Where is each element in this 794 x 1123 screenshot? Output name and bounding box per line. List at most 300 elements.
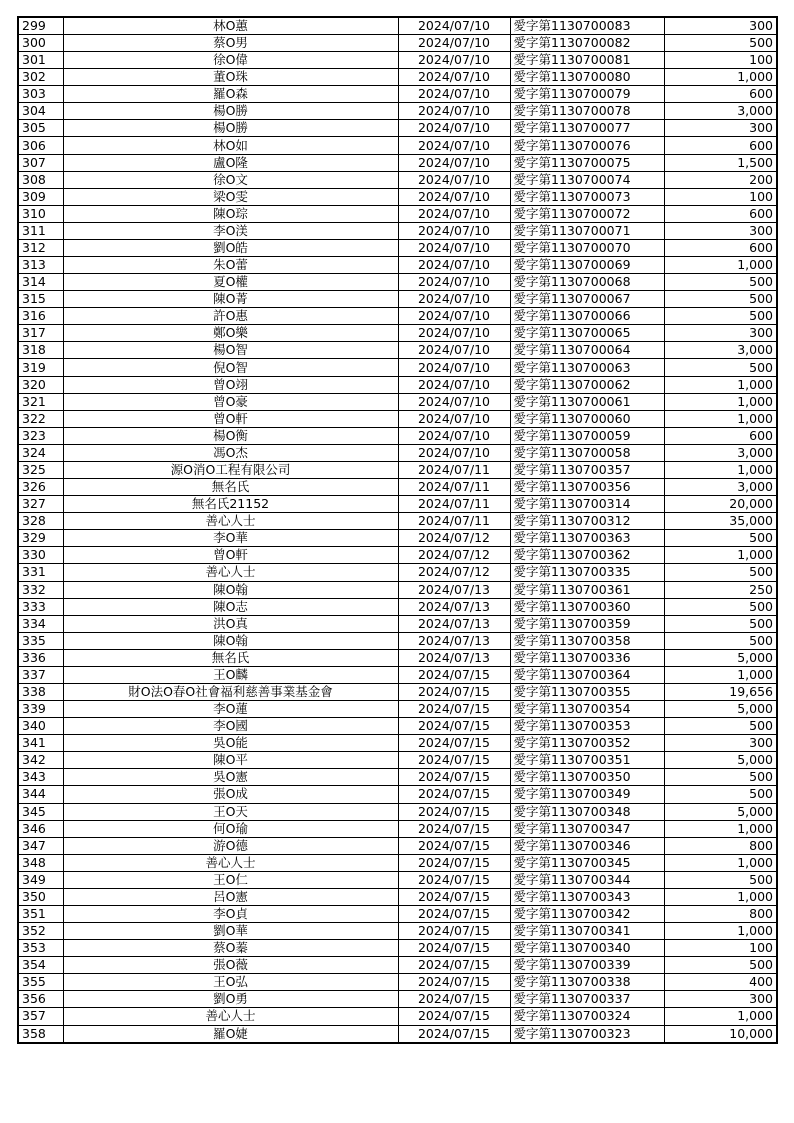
donor-name: 蔡O男 <box>63 35 398 52</box>
donation-date: 2024/07/13 <box>398 598 510 615</box>
row-number: 308 <box>18 171 63 188</box>
donation-amount: 600 <box>664 239 777 256</box>
donor-name: 王O天 <box>63 803 398 820</box>
donation-amount: 500 <box>664 632 777 649</box>
table-row <box>18 581 777 598</box>
donor-name: 曾O翊 <box>63 376 398 393</box>
table-row <box>18 615 777 632</box>
donation-amount: 3,000 <box>664 444 777 461</box>
donation-amount: 1,000 <box>664 888 777 905</box>
row-number: 321 <box>18 393 63 410</box>
donor-name: 劉O華 <box>63 923 398 940</box>
donation-date: 2024/07/12 <box>398 530 510 547</box>
donor-name: 吳O憲 <box>63 769 398 786</box>
donor-name: 李O蓮 <box>63 701 398 718</box>
receipt-number: 愛字第1130700067 <box>510 291 664 308</box>
row-number: 336 <box>18 649 63 666</box>
donor-name: 許O惠 <box>63 308 398 325</box>
donation-amount: 600 <box>664 86 777 103</box>
receipt-number: 愛字第1130700079 <box>510 86 664 103</box>
table-row <box>18 701 777 718</box>
row-number: 326 <box>18 479 63 496</box>
row-number: 343 <box>18 769 63 786</box>
donation-date: 2024/07/15 <box>398 974 510 991</box>
table-row <box>18 564 777 581</box>
row-number: 358 <box>18 1025 63 1043</box>
table-row <box>18 188 777 205</box>
donor-name: 梁O雯 <box>63 188 398 205</box>
row-number: 319 <box>18 359 63 376</box>
row-number: 310 <box>18 205 63 222</box>
donation-amount: 500 <box>664 615 777 632</box>
donor-name: 朱O蕾 <box>63 257 398 274</box>
receipt-number: 愛字第1130700314 <box>510 496 664 513</box>
donation-amount: 500 <box>664 35 777 52</box>
row-number: 355 <box>18 974 63 991</box>
receipt-number: 愛字第1130700338 <box>510 974 664 991</box>
donation-table <box>17 16 778 1044</box>
row-number: 325 <box>18 461 63 478</box>
donation-amount: 1,000 <box>664 666 777 683</box>
receipt-number: 愛字第1130700364 <box>510 666 664 683</box>
row-number: 354 <box>18 957 63 974</box>
table-row <box>18 547 777 564</box>
receipt-number: 愛字第1130700357 <box>510 461 664 478</box>
receipt-number: 愛字第1130700346 <box>510 837 664 854</box>
row-number: 302 <box>18 69 63 86</box>
donation-date: 2024/07/10 <box>398 188 510 205</box>
row-number: 320 <box>18 376 63 393</box>
donation-date: 2024/07/11 <box>398 479 510 496</box>
receipt-number: 愛字第1130700071 <box>510 222 664 239</box>
receipt-number: 愛字第1130700059 <box>510 427 664 444</box>
donation-date: 2024/07/10 <box>398 222 510 239</box>
table-row <box>18 1008 777 1025</box>
donation-amount: 800 <box>664 837 777 854</box>
receipt-number: 愛字第1130700343 <box>510 888 664 905</box>
row-number: 309 <box>18 188 63 205</box>
receipt-number: 愛字第1130700349 <box>510 786 664 803</box>
receipt-number: 愛字第1130700076 <box>510 137 664 154</box>
table-row <box>18 803 777 820</box>
donation-amount: 1,000 <box>664 69 777 86</box>
donation-amount: 100 <box>664 52 777 69</box>
table-row <box>18 222 777 239</box>
donor-name: 善心人士 <box>63 513 398 530</box>
receipt-number: 愛字第1130700360 <box>510 598 664 615</box>
donation-amount: 500 <box>664 274 777 291</box>
donation-date: 2024/07/15 <box>398 820 510 837</box>
donation-amount: 1,000 <box>664 257 777 274</box>
receipt-number: 愛字第1130700058 <box>510 444 664 461</box>
receipt-number: 愛字第1130700358 <box>510 632 664 649</box>
donor-name: 王O仁 <box>63 871 398 888</box>
receipt-number: 愛字第1130700081 <box>510 52 664 69</box>
donor-name: 善心人士 <box>63 564 398 581</box>
table-row <box>18 854 777 871</box>
donation-amount: 300 <box>664 120 777 137</box>
receipt-number: 愛字第1130700065 <box>510 325 664 342</box>
donation-amount: 100 <box>664 940 777 957</box>
donation-amount: 600 <box>664 137 777 154</box>
receipt-number: 愛字第1130700072 <box>510 205 664 222</box>
table-row <box>18 752 777 769</box>
donor-name: 林O蕙 <box>63 17 398 35</box>
row-number: 328 <box>18 513 63 530</box>
donor-name: 鄭O樂 <box>63 325 398 342</box>
donation-amount: 500 <box>664 291 777 308</box>
donor-name: 李O貞 <box>63 905 398 922</box>
donation-amount: 500 <box>664 530 777 547</box>
row-number: 299 <box>18 17 63 35</box>
table-row <box>18 461 777 478</box>
donation-date: 2024/07/10 <box>398 103 510 120</box>
donor-name: 楊O勝 <box>63 120 398 137</box>
donation-date: 2024/07/15 <box>398 1008 510 1025</box>
receipt-number: 愛字第1130700351 <box>510 752 664 769</box>
table-row <box>18 359 777 376</box>
donor-name: 曾O軒 <box>63 410 398 427</box>
row-number: 330 <box>18 547 63 564</box>
receipt-number: 愛字第1130700353 <box>510 718 664 735</box>
row-number: 350 <box>18 888 63 905</box>
table-row <box>18 120 777 137</box>
table-row <box>18 1025 777 1043</box>
receipt-number: 愛字第1130700064 <box>510 342 664 359</box>
donation-date: 2024/07/10 <box>398 239 510 256</box>
donation-amount: 500 <box>664 786 777 803</box>
receipt-number: 愛字第1130700082 <box>510 35 664 52</box>
donation-amount: 35,000 <box>664 513 777 530</box>
row-number: 318 <box>18 342 63 359</box>
donation-amount: 300 <box>664 735 777 752</box>
table-row <box>18 376 777 393</box>
receipt-number: 愛字第1130700077 <box>510 120 664 137</box>
donation-date: 2024/07/10 <box>398 444 510 461</box>
donor-name: 陳O翰 <box>63 581 398 598</box>
donation-amount: 600 <box>664 427 777 444</box>
receipt-number: 愛字第1130700345 <box>510 854 664 871</box>
row-number: 353 <box>18 940 63 957</box>
receipt-number: 愛字第1130700362 <box>510 547 664 564</box>
donation-date: 2024/07/15 <box>398 923 510 940</box>
table-row <box>18 291 777 308</box>
donor-name: 何O瑜 <box>63 820 398 837</box>
donation-amount: 300 <box>664 991 777 1008</box>
donation-amount: 250 <box>664 581 777 598</box>
donation-amount: 1,000 <box>664 461 777 478</box>
receipt-number: 愛字第1130700073 <box>510 188 664 205</box>
donor-name: 徐O偉 <box>63 52 398 69</box>
table-row <box>18 649 777 666</box>
row-number: 333 <box>18 598 63 615</box>
row-number: 335 <box>18 632 63 649</box>
donation-date: 2024/07/10 <box>398 257 510 274</box>
table-row <box>18 513 777 530</box>
donor-name: 陳O志 <box>63 598 398 615</box>
donation-date: 2024/07/10 <box>398 393 510 410</box>
receipt-number: 愛字第1130700337 <box>510 991 664 1008</box>
row-number: 346 <box>18 820 63 837</box>
donation-date: 2024/07/10 <box>398 35 510 52</box>
row-number: 349 <box>18 871 63 888</box>
table-row <box>18 137 777 154</box>
donation-date: 2024/07/10 <box>398 52 510 69</box>
donation-amount: 1,000 <box>664 393 777 410</box>
donation-amount: 500 <box>664 718 777 735</box>
row-number: 334 <box>18 615 63 632</box>
receipt-number: 愛字第1130700060 <box>510 410 664 427</box>
donor-name: 吳O能 <box>63 735 398 752</box>
donor-name: 楊O衡 <box>63 427 398 444</box>
receipt-number: 愛字第1130700363 <box>510 530 664 547</box>
donor-name: 倪O智 <box>63 359 398 376</box>
donation-amount: 500 <box>664 308 777 325</box>
receipt-number: 愛字第1130700342 <box>510 905 664 922</box>
table-row <box>18 308 777 325</box>
row-number: 340 <box>18 718 63 735</box>
donor-name: 陳O翰 <box>63 632 398 649</box>
donation-date: 2024/07/15 <box>398 666 510 683</box>
donor-name: 馮O杰 <box>63 444 398 461</box>
donation-amount: 400 <box>664 974 777 991</box>
donation-date: 2024/07/10 <box>398 137 510 154</box>
table-row <box>18 820 777 837</box>
donation-amount: 1,000 <box>664 547 777 564</box>
receipt-number: 愛字第1130700080 <box>510 69 664 86</box>
donor-name: 王O麟 <box>63 666 398 683</box>
table-row <box>18 632 777 649</box>
donation-date: 2024/07/15 <box>398 1025 510 1043</box>
donation-date: 2024/07/15 <box>398 837 510 854</box>
donation-amount: 500 <box>664 871 777 888</box>
donation-amount: 3,000 <box>664 342 777 359</box>
table-row <box>18 837 777 854</box>
donation-date: 2024/07/12 <box>398 547 510 564</box>
donation-date: 2024/07/11 <box>398 461 510 478</box>
donor-name: 善心人士 <box>63 1008 398 1025</box>
donation-date: 2024/07/11 <box>398 513 510 530</box>
donation-date: 2024/07/11 <box>398 496 510 513</box>
row-number: 312 <box>18 239 63 256</box>
receipt-number: 愛字第1130700355 <box>510 683 664 700</box>
donation-amount: 3,000 <box>664 103 777 120</box>
donation-amount: 1,000 <box>664 820 777 837</box>
donation-date: 2024/07/10 <box>398 359 510 376</box>
donation-date: 2024/07/10 <box>398 291 510 308</box>
receipt-number: 愛字第1130700352 <box>510 735 664 752</box>
table-row <box>18 171 777 188</box>
row-number: 323 <box>18 427 63 444</box>
receipt-number: 愛字第1130700361 <box>510 581 664 598</box>
donation-amount: 100 <box>664 188 777 205</box>
donor-name: 善心人士 <box>63 854 398 871</box>
donation-date: 2024/07/10 <box>398 342 510 359</box>
donor-name: 呂O憲 <box>63 888 398 905</box>
table-row <box>18 718 777 735</box>
donation-amount: 300 <box>664 222 777 239</box>
donation-amount: 1,500 <box>664 154 777 171</box>
receipt-number: 愛字第1130700336 <box>510 649 664 666</box>
table-row <box>18 410 777 427</box>
donation-date: 2024/07/15 <box>398 752 510 769</box>
row-number: 311 <box>18 222 63 239</box>
row-number: 317 <box>18 325 63 342</box>
donation-date: 2024/07/15 <box>398 991 510 1008</box>
donor-name: 曾O豪 <box>63 393 398 410</box>
row-number: 351 <box>18 905 63 922</box>
row-number: 327 <box>18 496 63 513</box>
row-number: 316 <box>18 308 63 325</box>
donor-name: 劉O皓 <box>63 239 398 256</box>
table-row <box>18 393 777 410</box>
donor-name: 洪O真 <box>63 615 398 632</box>
receipt-number: 愛字第1130700323 <box>510 1025 664 1043</box>
donation-date: 2024/07/15 <box>398 905 510 922</box>
table-row <box>18 905 777 922</box>
receipt-number: 愛字第1130700078 <box>510 103 664 120</box>
receipt-number: 愛字第1130700075 <box>510 154 664 171</box>
donor-name: 羅O森 <box>63 86 398 103</box>
table-row <box>18 888 777 905</box>
donation-date: 2024/07/15 <box>398 854 510 871</box>
receipt-number: 愛字第1130700348 <box>510 803 664 820</box>
donor-name: 游O德 <box>63 837 398 854</box>
table-row <box>18 239 777 256</box>
table-row <box>18 496 777 513</box>
donation-amount: 500 <box>664 564 777 581</box>
donor-name: 羅O婕 <box>63 1025 398 1043</box>
donor-name: 李O華 <box>63 530 398 547</box>
donor-name: 源O消O工程有限公司 <box>63 461 398 478</box>
row-number: 347 <box>18 837 63 854</box>
row-number: 345 <box>18 803 63 820</box>
receipt-number: 愛字第1130700324 <box>510 1008 664 1025</box>
table-row <box>18 598 777 615</box>
row-number: 306 <box>18 137 63 154</box>
receipt-number: 愛字第1130700066 <box>510 308 664 325</box>
receipt-number: 愛字第1130700344 <box>510 871 664 888</box>
row-number: 313 <box>18 257 63 274</box>
table-row <box>18 957 777 974</box>
donation-date: 2024/07/15 <box>398 940 510 957</box>
row-number: 332 <box>18 581 63 598</box>
donor-name: 楊O勝 <box>63 103 398 120</box>
row-number: 337 <box>18 666 63 683</box>
donation-amount: 3,000 <box>664 479 777 496</box>
table-row <box>18 257 777 274</box>
row-number: 331 <box>18 564 63 581</box>
donation-date: 2024/07/15 <box>398 871 510 888</box>
row-number: 303 <box>18 86 63 103</box>
donation-date: 2024/07/12 <box>398 564 510 581</box>
table-row <box>18 325 777 342</box>
donor-name: 劉O勇 <box>63 991 398 1008</box>
table-row <box>18 683 777 700</box>
donor-name: 陳O菁 <box>63 291 398 308</box>
table-row <box>18 205 777 222</box>
table-row <box>18 274 777 291</box>
donor-name: 張O薇 <box>63 957 398 974</box>
donation-date: 2024/07/15 <box>398 701 510 718</box>
row-number: 304 <box>18 103 63 120</box>
donation-amount: 1,000 <box>664 376 777 393</box>
receipt-number: 愛字第1130700347 <box>510 820 664 837</box>
donation-date: 2024/07/10 <box>398 120 510 137</box>
donation-amount: 500 <box>664 598 777 615</box>
donor-name: 林O如 <box>63 137 398 154</box>
donation-date: 2024/07/13 <box>398 615 510 632</box>
receipt-number: 愛字第1130700312 <box>510 513 664 530</box>
receipt-number: 愛字第1130700341 <box>510 923 664 940</box>
donation-amount: 200 <box>664 171 777 188</box>
receipt-number: 愛字第1130700354 <box>510 701 664 718</box>
donation-date: 2024/07/10 <box>398 325 510 342</box>
receipt-number: 愛字第1130700069 <box>510 257 664 274</box>
donor-name: 曾O軒 <box>63 547 398 564</box>
table-row <box>18 69 777 86</box>
donation-date: 2024/07/15 <box>398 718 510 735</box>
receipt-number: 愛字第1130700074 <box>510 171 664 188</box>
donor-name: 陳O琮 <box>63 205 398 222</box>
donation-amount: 300 <box>664 17 777 35</box>
donation-amount: 10,000 <box>664 1025 777 1043</box>
table-row <box>18 427 777 444</box>
donor-name: 無名氏 <box>63 649 398 666</box>
receipt-number: 愛字第1130700359 <box>510 615 664 632</box>
donation-date: 2024/07/13 <box>398 581 510 598</box>
table-row <box>18 991 777 1008</box>
donor-name: 李O渼 <box>63 222 398 239</box>
donation-date: 2024/07/10 <box>398 171 510 188</box>
donor-name: 徐O文 <box>63 171 398 188</box>
row-number: 315 <box>18 291 63 308</box>
donation-date: 2024/07/13 <box>398 649 510 666</box>
row-number: 339 <box>18 701 63 718</box>
donation-amount: 300 <box>664 325 777 342</box>
row-number: 357 <box>18 1008 63 1025</box>
donation-amount: 1,000 <box>664 854 777 871</box>
row-number: 356 <box>18 991 63 1008</box>
donation-date: 2024/07/10 <box>398 17 510 35</box>
table-row <box>18 103 777 120</box>
donation-amount: 5,000 <box>664 752 777 769</box>
row-number: 301 <box>18 52 63 69</box>
table-row <box>18 735 777 752</box>
receipt-number: 愛字第1130700335 <box>510 564 664 581</box>
table-row <box>18 786 777 803</box>
receipt-number: 愛字第1130700063 <box>510 359 664 376</box>
donation-date: 2024/07/10 <box>398 376 510 393</box>
donor-name: 李O國 <box>63 718 398 735</box>
donation-date: 2024/07/10 <box>398 274 510 291</box>
table-row <box>18 444 777 461</box>
donation-amount: 1,000 <box>664 1008 777 1025</box>
table-row <box>18 769 777 786</box>
row-number: 300 <box>18 35 63 52</box>
row-number: 314 <box>18 274 63 291</box>
table-row <box>18 923 777 940</box>
receipt-number: 愛字第1130700070 <box>510 239 664 256</box>
row-number: 342 <box>18 752 63 769</box>
donation-amount: 1,000 <box>664 923 777 940</box>
donation-date: 2024/07/10 <box>398 86 510 103</box>
donation-amount: 800 <box>664 905 777 922</box>
donor-name: 無名氏21152 <box>63 496 398 513</box>
receipt-number: 愛字第1130700339 <box>510 957 664 974</box>
table-row <box>18 52 777 69</box>
donation-date: 2024/07/10 <box>398 427 510 444</box>
